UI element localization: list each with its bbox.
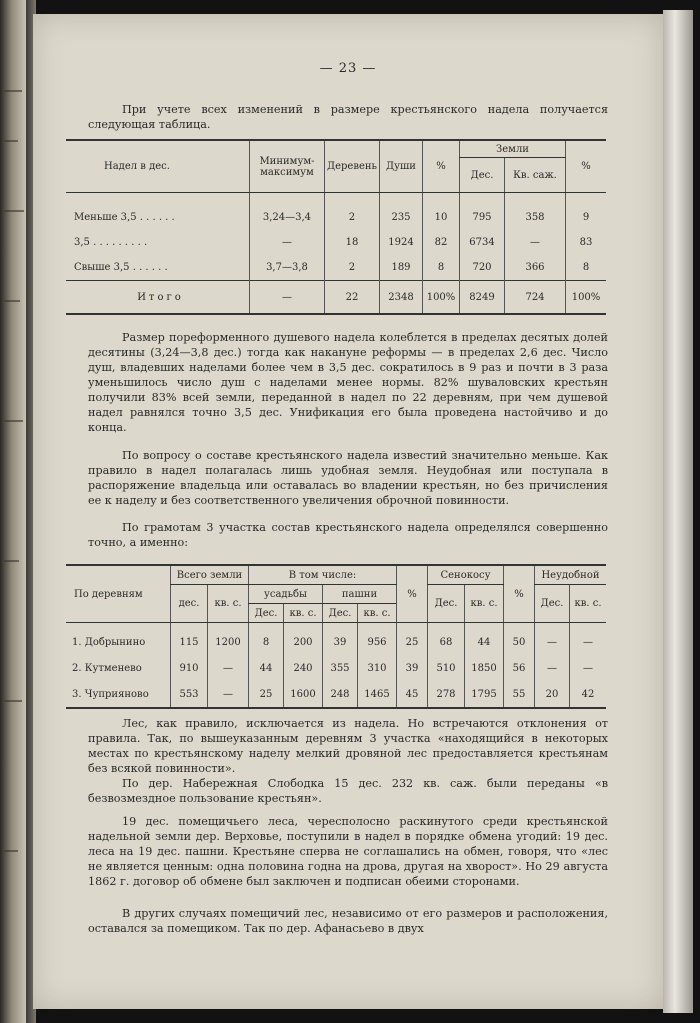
intro-paragraph: При учете всех изменений в размере крестьянского надела получается следующая таблица. [88,103,608,131]
col-header-land: Земли [460,140,566,158]
table-row: 3. Чуприяново 553 — 25 1600 248 1465 45 278 1795 55 20 42 [66,681,606,708]
book-page [33,14,663,1009]
col-header-pct: % [423,140,460,193]
previous-page-edge [0,0,26,1023]
paragraph-verkhovye: 19 дес. помещичьего леса, чересполосно раскинутого среди крестьянской надельной земли дер. Верховье, поступили в надел в порядке обмена угодий: 19 дес. леса на 19 дес. пашни. Крестьяне сперва не соглашались на обмен, говоря, что «лес не является ценным: одна половина годна на дрова, другая на хворост». Но 29 августа 1862 г. договор об обмене был заключен и подписан обеими сторонами. [88,815,608,888]
allotment-table [66,139,606,315]
col-header-minmax: Минимум-максимум [249,140,324,193]
page-stack-edge [663,10,693,1013]
col-header-souls: Души [380,140,423,193]
col-header-villages: Деревень [324,140,379,193]
paragraph-composition: По вопросу о составе крестьянского надела известий значительно меньше. Как правило в надел полагалась лишь удобная земля. Неудобная или поступала в распоряжение владельца или оставалась во владении крестьян, но без причисления ее к наделу и без соответственного увеличения оброчной повинности. [88,449,608,507]
land-composition-table: По деревням Всего земли В том числе: % Сенокосу % Неудобной дес. кв. с. усадьбы пашни Дес. кв. с. Дес. кв. с. Дес. кв. с. Дес. кв. с. 1. Добрынино 115 1200 8 200 39 956 25 68 44 50 — — 2. Кутменево 910 — 44 240 355 310 39 510 1850 56 — — 3. Чуприяново 553 — 25 1600 248 1465 45 278 1795 55 20 42 [66,564,606,709]
paragraph-afanasyevo: В других случаях помещичий лес, независимо от его размеров и расположения, оставался за помещиком. Так по дер. Афанасьево в двух [88,907,608,935]
paragraph-allotment-size: Размер пореформенного душевого надела колеблется в пределах десятых долей десятины (3,24—3,8 дес.) тогда как накануне реформы — в пределах 2,6 дес. Число душ, владевших наделами более чем в 3,5 дес. сократилось в 9 раз и почти в 3 раза уменьшилось число душ с наделами менее нормы. 82% шуваловских крестьян получили 83% всей земли, переданной в надел по 22 деревням, при чем душевой надел равнялся точно 3,5 дес. Унификация его была проведена настойчиво и до конца. [88,331,608,434]
table-row: Свыше 3,5 . . . . . . 3,7—3,8 2 189 8 720 366 8 [66,255,606,281]
table-row: 3,5 . . . . . . . . . — 18 1924 82 6734 — 83 [66,230,606,255]
paragraph-forest: Лес, как правило, исключается из надела. Но встречаются отклонения от правила. Так, по вышеуказанным деревням 3 участка «находящийся в некоторых местах по крестьянскому наделу мелкий дровяной лес предоставляется крестьянам без всякой повинности». [88,717,608,775]
table-row: Меньше 3,5 . . . . . . 3,24—3,4 2 235 10 795 358 9 [66,193,606,231]
paragraph-naberezhnaya: По дер. Набережная Слободка 15 дес. 232 кв. саж. были переданы «в безвозмездное пользование крестьян». [88,777,608,805]
page-number: — 23 — [319,61,377,76]
col-header-pct2: % [566,140,607,193]
table-row: 1. Добрынино 115 1200 8 200 39 956 25 68 44 50 — — [66,623,606,656]
col-header-des: Дес. [460,158,505,193]
col-header-kv: Кв. саж. [505,158,566,193]
table-total-row: Итого — 22 2348 100% 8249 724 100% [66,281,606,315]
paragraph-charters: По грамотам 3 участка состав крестьянского надела определялся совершенно точно, а именно: [88,521,608,549]
col-header-allotment: Надел в дес. [66,140,249,193]
table-row: 2. Кутменево 910 — 44 240 355 310 39 510 1850 56 — — [66,655,606,681]
col-header-village: По деревням [66,565,171,623]
